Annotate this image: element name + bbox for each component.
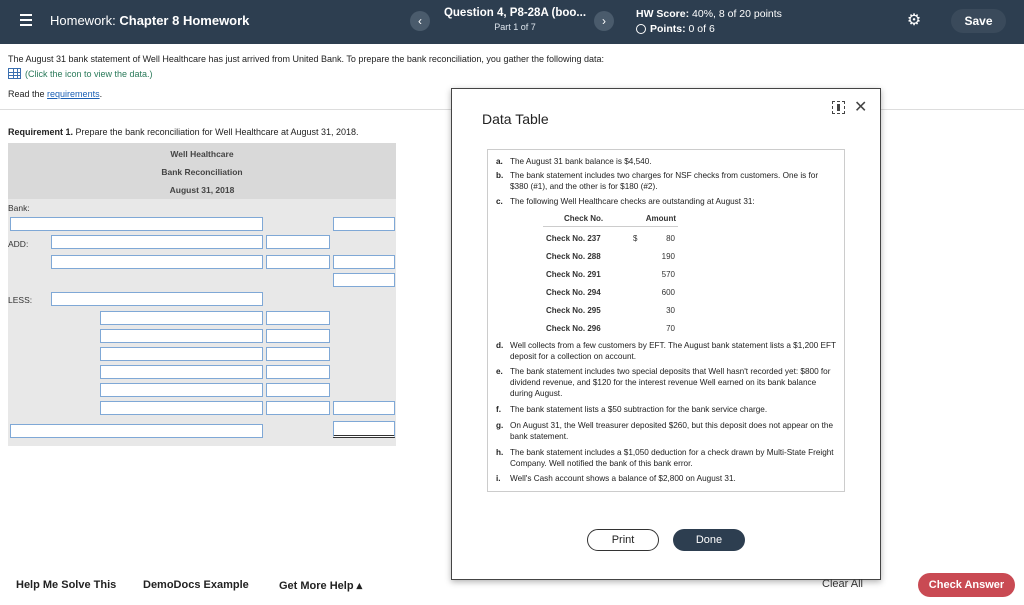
- check-number: Check No. 295: [546, 306, 601, 315]
- get-more-help-link[interactable]: Get More Help ▴: [279, 580, 363, 592]
- reconciliation-date: August 31, 2018: [169, 185, 235, 195]
- question-title: Question 4, P8-28A (boo...: [443, 7, 587, 19]
- adjusted-subtotal-input[interactable]: [333, 273, 395, 287]
- item-text: Well collects from a few customers by EFT. The August bank statement lists a $1,200 EFT deposit for a collection on account.: [510, 341, 836, 361]
- adjusted-bank-balance-input[interactable]: [333, 421, 395, 438]
- check-dollar: $: [633, 234, 638, 243]
- item-text: The bank statement includes two special deposits that Well hasn't recorded yet: $800 for dividend revenue, and $120 for the interest revenue Well earned on its bank balance during August.: [510, 367, 831, 398]
- check-amount: 570: [661, 270, 675, 279]
- check-no-header: Check No.: [564, 214, 604, 223]
- data-item: [496, 156, 836, 167]
- item-letter: a.: [496, 157, 503, 166]
- question-info: [440, 7, 590, 32]
- item-letter: g.: [496, 421, 504, 430]
- item-text: The bank statement includes a $1,050 deduction for a check drawn by Multi-State Freight Company. Well notified the bank of this bank error.: [510, 448, 834, 468]
- data-table-dialog: [451, 88, 881, 580]
- bank-reconciliation-form: [8, 143, 396, 446]
- item-letter: h.: [496, 448, 504, 457]
- next-question-button[interactable]: ›: [594, 11, 614, 31]
- view-data-link[interactable]: [8, 68, 153, 79]
- check-number: Check No. 294: [546, 288, 601, 297]
- checks-header-rule: [543, 226, 678, 227]
- amount-header: Amount: [645, 214, 676, 223]
- check-amount: 70: [666, 324, 675, 333]
- reconciliation-header: [8, 143, 396, 199]
- reconciliation-title: Bank Reconciliation: [161, 167, 243, 177]
- print-button[interactable]: Print: [587, 529, 659, 551]
- add-description-input-1[interactable]: [51, 235, 263, 249]
- homework-prefix: Homework:: [50, 13, 116, 28]
- read-requirements: [8, 89, 102, 99]
- check-amount: 600: [661, 288, 675, 297]
- done-button[interactable]: Done: [673, 529, 745, 551]
- item-letter: d.: [496, 341, 504, 350]
- item-letter: e.: [496, 367, 503, 376]
- points-label: Points:: [650, 23, 686, 35]
- check-amount: 190: [661, 252, 675, 261]
- item-letter: i.: [496, 474, 501, 483]
- item-text: The bank statement lists a $50 subtraction for the bank service charge.: [510, 405, 768, 414]
- item-letter: c.: [496, 197, 503, 206]
- clear-all-button[interactable]: Clear All: [822, 578, 863, 590]
- adjusted-balance-description-input[interactable]: [10, 424, 263, 438]
- add-amount-input-1[interactable]: [266, 235, 330, 249]
- add-subtotal-input[interactable]: [333, 255, 395, 269]
- help-me-solve-this-link[interactable]: Help Me Solve This: [16, 579, 117, 591]
- less-label: LESS:: [8, 295, 33, 305]
- homework-name: Chapter 8 Homework: [119, 13, 250, 28]
- score-value: 40%, 8 of 20 points: [692, 8, 782, 20]
- question-part: Part 1 of 7: [494, 22, 536, 32]
- item-letter: f.: [496, 405, 502, 414]
- hw-score: [636, 8, 782, 35]
- requirements-link[interactable]: requirements: [47, 89, 100, 99]
- item-text: The following Well Healthcare checks are outstanding at August 31:: [510, 197, 755, 206]
- data-item: [496, 170, 836, 192]
- top-bar: [0, 0, 1024, 44]
- menu-icon[interactable]: [20, 14, 32, 26]
- data-panel: [487, 149, 845, 492]
- maximize-icon[interactable]: [832, 101, 845, 114]
- item-text: On August 31, the Well treasurer deposited $260, but this deposit does not appear on the bank statement.: [510, 421, 834, 441]
- item-text: The August 31 bank balance is $4,540.: [510, 157, 652, 166]
- less-amount-input-3[interactable]: [266, 347, 330, 361]
- data-item: [496, 420, 836, 442]
- less-amount-input-1[interactable]: [266, 311, 330, 325]
- less-item-input-4[interactable]: [100, 365, 263, 379]
- item-letter: b.: [496, 171, 504, 180]
- less-amount-input-4[interactable]: [266, 365, 330, 379]
- less-description-input[interactable]: [51, 292, 263, 306]
- less-amount-input-2[interactable]: [266, 329, 330, 343]
- less-item-input-5[interactable]: [100, 383, 263, 397]
- item-text: The bank statement includes two charges for NSF checks from customers. One is for $380 (#1), and the other is for $180 (#2).: [510, 171, 819, 191]
- less-item-input-6[interactable]: [100, 401, 263, 415]
- check-number: Check No. 288: [546, 252, 601, 261]
- requirement-1-label: Requirement 1.: [8, 127, 74, 137]
- check-amount: 30: [666, 306, 675, 315]
- read-prefix: Read the: [8, 89, 45, 99]
- less-item-input-3[interactable]: [100, 347, 263, 361]
- check-amount: 80: [666, 234, 675, 243]
- points-value: 0 of 6: [688, 23, 715, 35]
- homework-title: [50, 13, 249, 28]
- data-item: [496, 447, 836, 469]
- less-amount-input-6[interactable]: [266, 401, 330, 415]
- close-icon[interactable]: ✕: [854, 99, 868, 116]
- data-item: [496, 473, 836, 484]
- add-amount-input-2[interactable]: [266, 255, 330, 269]
- data-item: [496, 366, 836, 399]
- question-text: The August 31 bank statement of Well Healthcare has just arrived from United Bank. To prepare the bank reconciliation, you gather the following data:: [8, 54, 605, 64]
- check-number: Check No. 291: [546, 270, 601, 279]
- bank-balance-input[interactable]: [333, 217, 395, 231]
- view-data-label[interactable]: (Click the icon to view the data.): [25, 68, 153, 79]
- bank-description-input[interactable]: [10, 217, 263, 231]
- points-circle-icon: [636, 24, 646, 34]
- save-button[interactable]: Save: [951, 9, 1006, 33]
- add-label: ADD:: [8, 239, 29, 249]
- demodocs-example-link[interactable]: DemoDocs Example: [143, 579, 249, 591]
- less-amount-input-5[interactable]: [266, 383, 330, 397]
- less-item-input-1[interactable]: [100, 311, 263, 325]
- item-text: Well's Cash account shows a balance of $2,800 on August 31.: [510, 474, 736, 483]
- requirement-1: [8, 127, 359, 137]
- bank-label: Bank:: [8, 203, 30, 213]
- score-label: HW Score:: [636, 8, 690, 20]
- check-answer-button[interactable]: Check Answer: [918, 573, 1015, 597]
- data-item: [496, 196, 836, 207]
- add-description-input-2[interactable]: [51, 255, 263, 269]
- data-item: [496, 340, 836, 362]
- dialog-title: Data Table: [482, 111, 549, 127]
- company-name: Well Healthcare: [170, 149, 234, 159]
- less-total-input[interactable]: [333, 401, 395, 415]
- data-item: [496, 404, 836, 415]
- check-number: Check No. 237: [546, 234, 601, 243]
- table-icon[interactable]: [8, 68, 21, 79]
- requirement-1-text: Prepare the bank reconciliation for Well Healthcare at August 31, 2018.: [73, 127, 359, 137]
- read-suffix: .: [99, 89, 103, 99]
- check-number: Check No. 296: [546, 324, 601, 333]
- less-item-input-2[interactable]: [100, 329, 263, 343]
- gear-icon[interactable]: ⚙: [906, 12, 922, 29]
- previous-question-button[interactable]: ‹: [410, 11, 430, 31]
